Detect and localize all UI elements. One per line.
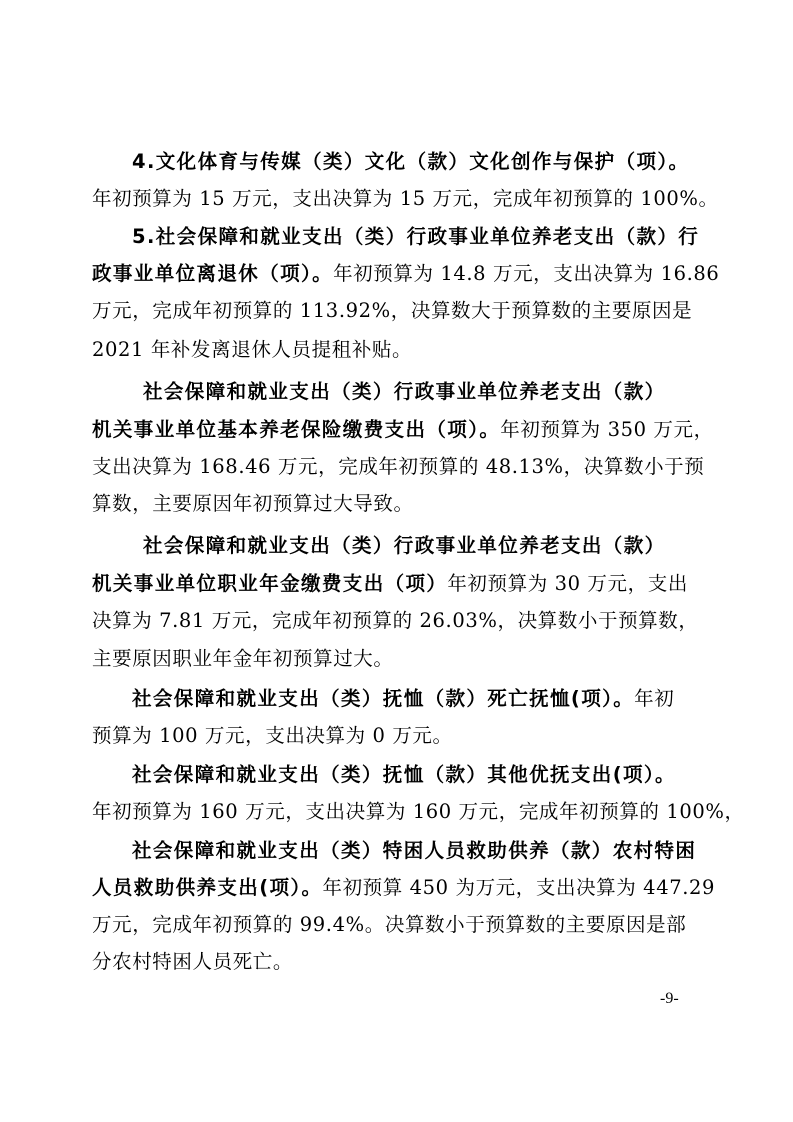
p4-heading-cont: 机关事业单位职业年金缴费支出（项）: [92, 572, 448, 595]
p4-text: 年初预算为 30 万元，支出: [447, 572, 688, 595]
p1-text: 年初预算为 15 万元，支出决算为 15 万元，完成年初预算的 100%。: [92, 187, 719, 210]
p7-text: 年初预算 450 为万元，支出决算为 447.29: [322, 876, 716, 899]
p7-line3: 万元，完成年初预算的 99.4%。决算数小于预算数的主要原因是部: [92, 913, 687, 936]
p4-heading: 社会保障和就业支出（类）行政事业单位养老支出（款）: [143, 534, 666, 557]
p3-heading: 社会保障和就业支出（类）行政事业单位养老支出（款）: [143, 380, 666, 403]
p2-line2: [92, 262, 719, 286]
p2-heading: 5.社会保障和就业支出（类）行政事业单位养老支出（款）行: [132, 225, 700, 248]
p4-line4: 主要原因职业年金年初预算过大。: [92, 647, 394, 670]
p7-heading-cont: 人员救助供养支出(项）。: [92, 876, 323, 899]
p3-line3: 支出决算为 168.46 万元，完成年初预算的 48.13%，决算数小于预: [92, 455, 705, 478]
p5-line1: [132, 687, 674, 711]
p2-text: 年初预算为 14.8 万元，支出决算为 16.86: [333, 262, 720, 285]
p7-line2: [92, 876, 715, 900]
p2-line3: 万元，完成年初预算的 113.92%，决算数大于预算数的主要原因是: [92, 299, 693, 322]
p6-heading: 社会保障和就业支出（类）抚恤（款）其他优抚支出(项）。: [132, 763, 676, 786]
p7-heading: 社会保障和就业支出（类）特困人员救助供养（款）农村特困: [132, 839, 697, 862]
page-number: -9-: [660, 990, 679, 1007]
p7-line4: 分农村特困人员死亡。: [92, 950, 294, 973]
p2-line4: 2021 年补发离退休人员提租补贴。: [92, 338, 413, 361]
p4-line2: [92, 572, 688, 596]
p6-line2: 年初预算为 160 万元，支出决算为 160 万元，完成年初预算的 100%，: [92, 800, 745, 823]
p3-text: 年初预算为 350 万元，: [500, 418, 714, 441]
p3-line2: [92, 418, 714, 442]
p5-line2: 预算为 100 万元，支出决算为 0 万元。: [92, 724, 453, 747]
p3-heading-cont: 机关事业单位基本养老保险缴费支出（项）。: [92, 418, 501, 441]
p2-heading-cont: 政事业单位离退休（项）。: [92, 262, 334, 285]
p4-line3: 决算为 7.81 万元，完成年初预算的 26.03%，决算数小于预算数，: [92, 609, 699, 632]
p3-line4: 算数，主要原因年初预算过大导致。: [92, 492, 414, 515]
p1-heading: 4.文化体育与传媒（类）文化（款）文化创作与保护（项）。: [132, 150, 690, 173]
p5-heading: 社会保障和就业支出（类）抚恤（款）死亡抚恤(项）。: [132, 687, 635, 710]
p5-text: 年初: [634, 687, 675, 710]
